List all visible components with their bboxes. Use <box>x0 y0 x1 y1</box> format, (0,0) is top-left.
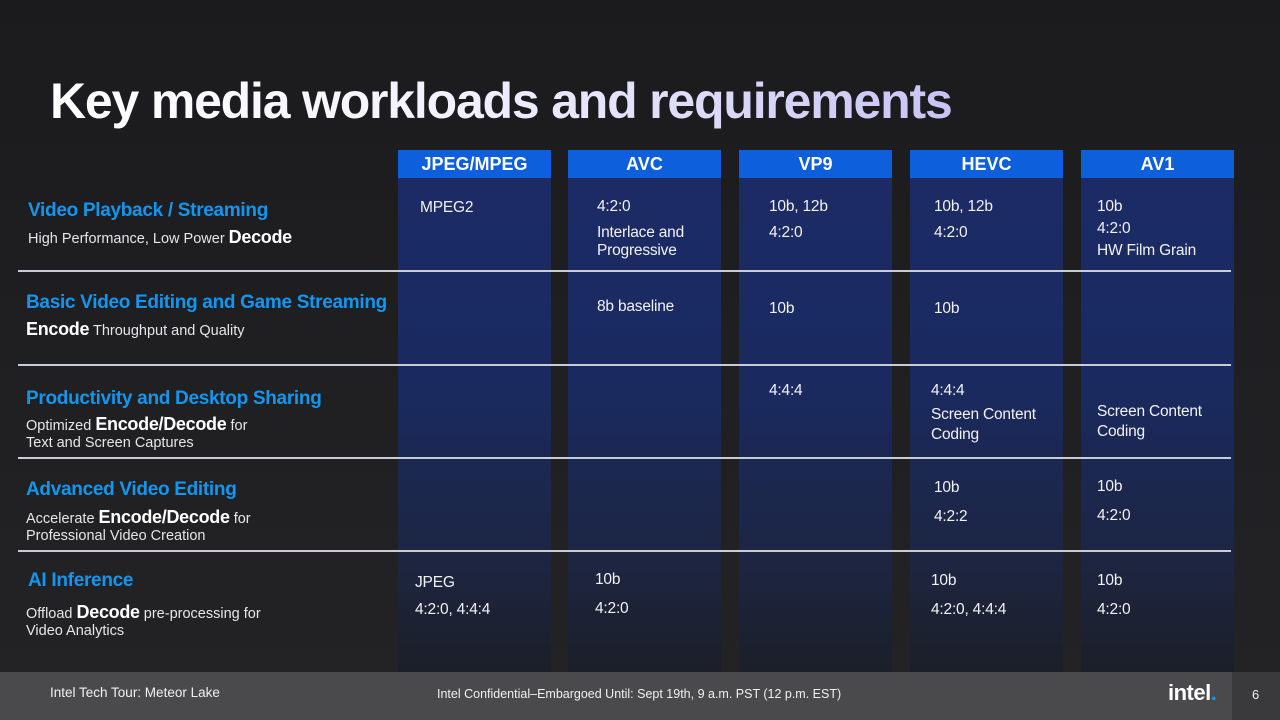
cell: 10b 4:2:2 <box>934 479 968 525</box>
footer-event: Intel Tech Tour: Meteor Lake <box>50 685 220 700</box>
row-description: Encode Throughput and Quality <box>26 319 245 339</box>
cell: 10b 4:2:0 <box>1097 572 1131 618</box>
cell: 10b <box>934 300 960 317</box>
cell: 8b baseline <box>597 298 675 315</box>
row-title: Video Playback / Streaming <box>28 200 269 221</box>
cell: 10b, 12b 4:2:0 <box>934 198 993 241</box>
footer-confidential: Intel Confidential–Embargoed Until: Sept 19th, 9 a.m. PST (12 p.m. EST) <box>437 687 842 701</box>
cell: 4:4:4 <box>769 382 803 399</box>
cell: 4:4:4 Screen Content Coding <box>931 382 1036 443</box>
cell: 10b 4:2:0, 4:4:4 <box>931 572 1007 618</box>
page-number: 6 <box>1252 687 1260 702</box>
row-divider <box>18 270 1231 272</box>
cell: 10b 4:2:0 <box>595 571 629 617</box>
row-title: Advanced Video Editing <box>26 479 237 500</box>
intel-logo: intel. <box>1168 680 1217 705</box>
column-header: AVC <box>568 150 721 178</box>
row-title: Productivity and Desktop Sharing <box>26 388 322 409</box>
column-header: VP9 <box>739 150 892 178</box>
footer <box>0 672 1280 720</box>
cell: MPEG2 <box>420 199 474 216</box>
row-description: Optimized Encode/Decode for Text and Screen Captures <box>26 414 248 451</box>
row-description: Accelerate Encode/Decode for Professional Video Creation <box>26 507 251 544</box>
row-divider <box>18 457 1231 459</box>
row-description: Offload Decode pre-processing for Video Analytics <box>26 602 261 639</box>
page-title: Key media workloads and requirements <box>50 73 952 129</box>
cell: Screen Content Coding <box>1097 403 1202 440</box>
column-header: AV1 <box>1081 150 1234 178</box>
row-title: AI Inference <box>28 570 134 591</box>
column-header: JPEG/MPEG <box>398 150 551 178</box>
row-title: Basic Video Editing and Game Streaming <box>26 292 387 313</box>
cell: 10b 4:2:0 <box>1097 478 1131 524</box>
cell: 10b <box>769 300 795 317</box>
cell: 4:2:0 Interlace and Progressive <box>597 198 685 259</box>
row-description: High Performance, Low Power Decode <box>28 227 292 247</box>
cell: 10b 4:2:0 HW Film Grain <box>1097 198 1197 259</box>
cell: 10b, 12b 4:2:0 <box>769 198 828 241</box>
row-divider <box>18 550 1231 552</box>
cell: JPEG 4:2:0, 4:4:4 <box>415 574 491 618</box>
column-header: HEVC <box>910 150 1063 178</box>
row-divider <box>18 364 1231 366</box>
